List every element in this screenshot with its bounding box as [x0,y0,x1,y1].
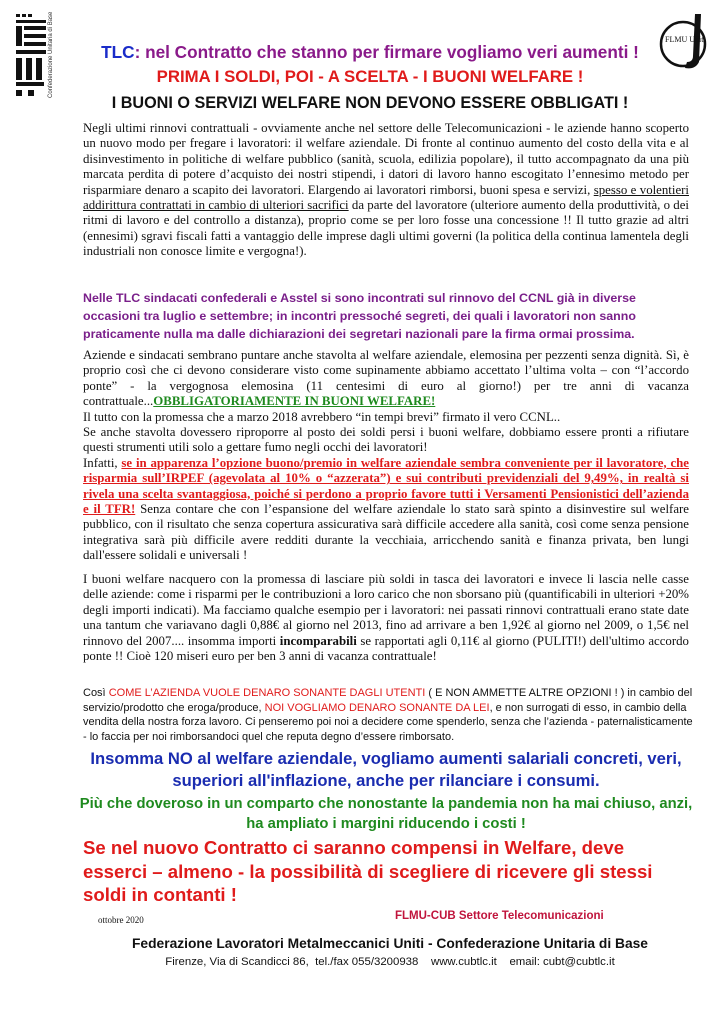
welfare-text-d-prefix: Infatti, [83,455,118,470]
examples-paragraph [83,572,689,664]
welfare-text-d-rest: Senza contare che con l’espansione del welfare aziendale lo stato sarà spinto a disinvestire sul welfare pubblico, con il risultato che senza copertura assicurativa sarà difficile accedere alla sanità, così come senza pensione integrativa sarà più difficile avere redditi durante la vecchiaia, arricchendo sanità e finanza privata, ben lungi dall'essere solidali e universali ! [83,502,690,563]
headline-black: I BUONI O SERVIZI WELFARE NON DEVONO ESSERE OBBLIGATI ! [111,94,629,112]
signature: FLMU-CUB Settore Telecomunicazioni [395,910,604,922]
purple-paragraph: Nelle TLC sindacati confederali e Asstel si sono incontrati sul rinnovo del CCNL già in diverse occasioni tra luglio e settembre; in incontri pressoché segreti, dei quali i lavoratori non sanno praticamente nulla ma dalle dichiarazioni dei segretari nazionali pare la firma ormai prossima. [83,291,636,341]
welfare-text-a: Aziende e sindacati sembrano puntare anche stavolta al welfare aziendale, elemosina per pezzenti senza dignità. Sì, è proprio così che ci devono considerare visto come supinamente abbiamo accettato l’ultima volta – con “l’accordo ponte” - la vergognosa elemosina (11 centesimi di euro al giorno!) per tre anni di vacanza contrattuale... [83,348,689,409]
headline-prefix: TLC [101,42,135,62]
intro-text-2: da parte del lavoratore (ulteriore aumento della produttività, o dei ritmi di lavoro e del controllo a distanza), proprio come se per loro fosse una concessione !! Il tutto grazie ad altri (ennesimi) sgravi fiscali fatti a vantaggio delle imprese dagli ultimi governi (la politica della continua lamentela degli industriali non conosce limite e vergogna!). [83,198,689,259]
money-text-b: ( E NON AMMETTE ALTRE OPZIONI ! ) in cambio del servizio/prodotto che eroga/produce, [83,687,693,714]
money-paragraph [83,686,693,744]
cub-logo-text: Confederazione Unitaria di Base [48,12,54,98]
money-text-c: , e non surrogati di esso, in cambio della vendita della nostra forza lavoro. Ci penseremo poi noi a decidere come spenderlo, senza che l’azienda - paternalisticamente - lo faccia per noi rimborsandoci quel che reputa degno d’essere rimborsato. [83,701,693,743]
headline-main [80,42,660,63]
flmu-logo-text: FLMU Uniti [665,35,706,44]
money-red-1: COME L’AZIENDA VUOLE DENARO SONANTE DAGLI UTENTI [108,687,426,699]
money-text-a: Così [83,687,106,699]
intro-paragraph [83,121,689,260]
welfare-green-text: OBBLIGATORIAMENTE IN BUONI WELFARE! [153,394,436,409]
money-red-2: NOI VOGLIAMO DENARO SONANTE DA LEI [264,701,490,714]
date-label: ottobre 2020 [98,915,144,925]
flmu-logo [655,12,713,72]
headline-red: PRIMA I SOLDI, POI - A SCELTA - I BUONI WELFARE ! [156,67,584,86]
welfare-paragraph [83,348,689,564]
closing-green: Più che doveroso in un comparto che nonostante la pandemia non ha mai chiuso, anzi, ha ampliato i margini riducendo i costi ! [79,796,693,832]
welfare-text-b: Il tutto con la promessa che a marzo 2018 avrebbero “in tempi brevi” firmato il vero CCNL.. [83,409,561,424]
footer-contacts: Firenze, Via di Scandicci 86, tel./fax 055/3200938 www.cubtlc.it email: cubt@cubtlc.it [165,956,615,968]
intro-underlined: spesso e volentieri addirittura contrattati in cambio di ulteriori sacrifici [83,182,689,213]
closing-blue: Insomma NO al welfare aziendale, vogliamo aumenti salariali concreti, veri, superiori all'inflazione, anche per rilanciare i consumi. [90,749,682,790]
closing-red: Se nel nuovo Contratto ci saranno compensi in Welfare, deve esserci – almeno - la possibilità di scegliere di ricevere gli stessi soldi in contanti ! [83,837,653,905]
welfare-text-c: Se anche stavolta dovessero riproporre al posto dei soldi persi i buoni welfare, dobbiamo essere pronti a rifiutare questi strumenti utili solo a gettare fumo negli occhi dei lavoratori! [83,425,689,455]
intro-text-1: Negli ultimi rinnovi contrattuali - ovviamente anche nel settore delle Telecomunicazioni - le aziende hanno scoperto un nuovo modo per fregare i lavoratori: il welfare aziendale. Di fronte al continuo aumento del costo della vita e al disinvestimento in politiche di welfare pubblico (sanità, scuola, edilizia popolare), il tutto accompagnato da una più marcata perdita di potere d’acquisto dei nostri stipendi, i datori di lavoro hanno escogitato l’ennesimo metodo per risparmiare denaro a scapito dei lavoratori. Elargendo ai lavoratori rimborsi, buoni spesa e servizi, [83,121,689,197]
examples-text-a: I buoni welfare nacquero con la promessa di lasciare più soldi in tasca dei lavoratori e invece li lascia nelle casse delle aziende: come i risparmi per le contribuzioni a loro carico che non sborsano più (quantificabili in ulteriori +20% degli importi indicati). Ma facciamo qualche esempio per i lavoratori: nei passati rinnovi contrattuali erano state date una tantum che variavano dagli 0,88€ al giorno nel 2013, fino ad arrivare a ben 1,92€ al giorno nel 2009, o 1,5€ nel rinnovo del 2007.... insomma importi [83,572,689,648]
headline-rest: : nel Contratto che stanno per firmare vogliamo veri aumenti ! [134,42,639,62]
examples-bold: incomparabili [279,633,357,648]
examples-text-b: se rapportati agli 0,11€ al giorno (PULITI!) dell'ultimo accordo ponte !! Cioè 120 miseri euro per ben 3 anni di vacanza contrattuale! [83,633,689,664]
welfare-red-text: se in apparenza l’opzione buono/premio in welfare aziendale sembra conveniente per il lavoratore, che risparmia sull’IRPEF (agevolata al 10% o “azzerata”) e sui contributi previdenziali del 9,49%, in realtà si rivela una scelta svantaggiosa, poiché si perdono a proprio favore tutti i Versamenti Pensionistici dell’azienda e il TFR! [83,455,689,517]
footer-organization: Federazione Lavoratori Metalmeccanici Uniti - Confederazione Unitaria di Base [132,936,648,951]
cub-logo [14,12,74,100]
